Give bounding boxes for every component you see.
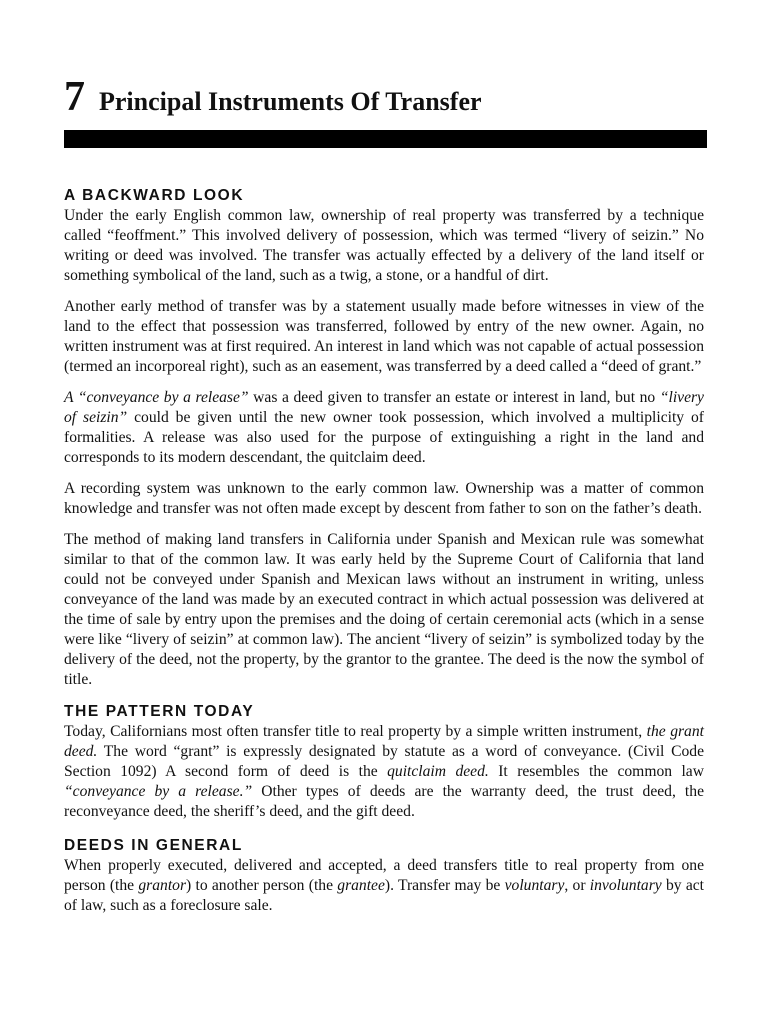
paragraph-early-method: Another early method of transfer was by a statement usually made before witnesses in view of the land to the effect that possession was transferred, followed by entry of the new owner. Again, no written instrument was at first required. An interest in land which was not capable of actual possession (termed an incorporeal right), such as an easement, was transferred by a deed called a “deed of grant.”: [64, 298, 704, 375]
term-grantee: grantee: [337, 877, 385, 894]
chapter-title: Principal Instruments Of Transfer: [99, 87, 482, 116]
chapter-number: 7: [64, 74, 85, 120]
term-grant-deed: the grant deed.: [64, 723, 704, 760]
paragraph-pattern-today: Today, Californians most often transfer title to real property by a simple written instrument, the grant deed. The word “grant” is expressly designated by statute as a word of conveyance. (Civil Code Section 1092) A second form of deed is the quitclaim deed. It resembles the common law “conveyance by a release.” Other types of deeds are the warranty deed, the trust deed, the reconveyance deed, the sheriff’s deed, and the gift deed.: [64, 723, 704, 820]
chapter-rule-bar: [64, 130, 707, 148]
section-heading-pattern-today: THE PATTERN TODAY: [64, 703, 255, 720]
section-heading-backward-look: A BACKWARD LOOK: [64, 187, 245, 204]
chapter-header: [64, 76, 704, 118]
term-conveyance-by-release: A “conveyance by a release”: [64, 389, 249, 406]
term-quitclaim-deed: quitclaim deed.: [387, 763, 489, 780]
term-grantor: grantor: [138, 877, 187, 894]
term-voluntary: voluntary: [504, 877, 565, 894]
paragraph-california-method: The method of making land transfers in California under Spanish and Mexican rule was somewhat similar to that of the common law. It was early held by the Supreme Court of California that land could not be conveyed under Spanish and Mexican laws without an instrument in writing, unless conveyance of the land was made by an executed contract in which actual possession was delivered at the time of sale by entry upon the premises and the doing of certain ceremonial acts (which in a sense were like “livery of seizin” at common law). The ancient “livery of seizin” is symbolized today by the delivery of the deed, not the property, by the grantor to the grantee. The deed is the now the symbol of title.: [64, 531, 704, 688]
term-conveyance-by-release: “conveyance by a release.”: [64, 783, 253, 800]
term-livery-of-seizin: “livery of seizin”: [64, 389, 704, 426]
paragraph-feoffment: Under the early English common law, ownership of real property was transferred by a technique called “feoffment.” This involved delivery of possession, which was termed “livery of seizin.” No writing or deed was involved. The transfer was actually effected by a delivery of the land itself or something symbolical of the land, such as a twig, a stone, or a handful of dirt.: [64, 207, 704, 284]
document-page: [64, 76, 704, 916]
paragraph-recording-system: A recording system was unknown to the early common law. Ownership was a matter of common knowledge and transfer was not often made except by descent from father to son on the father’s death.: [64, 480, 704, 517]
paragraph-deeds-in-general: When properly executed, delivered and accepted, a deed transfers title to real property from one person (the grantor) to another person (the grantee). Transfer may be voluntary, or involuntary by act of law, such as a foreclosure sale.: [64, 857, 705, 914]
section-heading-deeds-in-general: DEEDS IN GENERAL: [64, 837, 243, 854]
term-involuntary: involuntary: [589, 877, 662, 894]
paragraph-conveyance-release: A “conveyance by a release” was a deed given to transfer an estate or interest in land, but no “livery of seizin” could be given until the new owner took possession, which involved a multiplicity of formalities. A release was also used for the purpose of extinguishing a right in the land and corresponds to its modern descendant, the quitclaim deed.: [64, 389, 704, 466]
